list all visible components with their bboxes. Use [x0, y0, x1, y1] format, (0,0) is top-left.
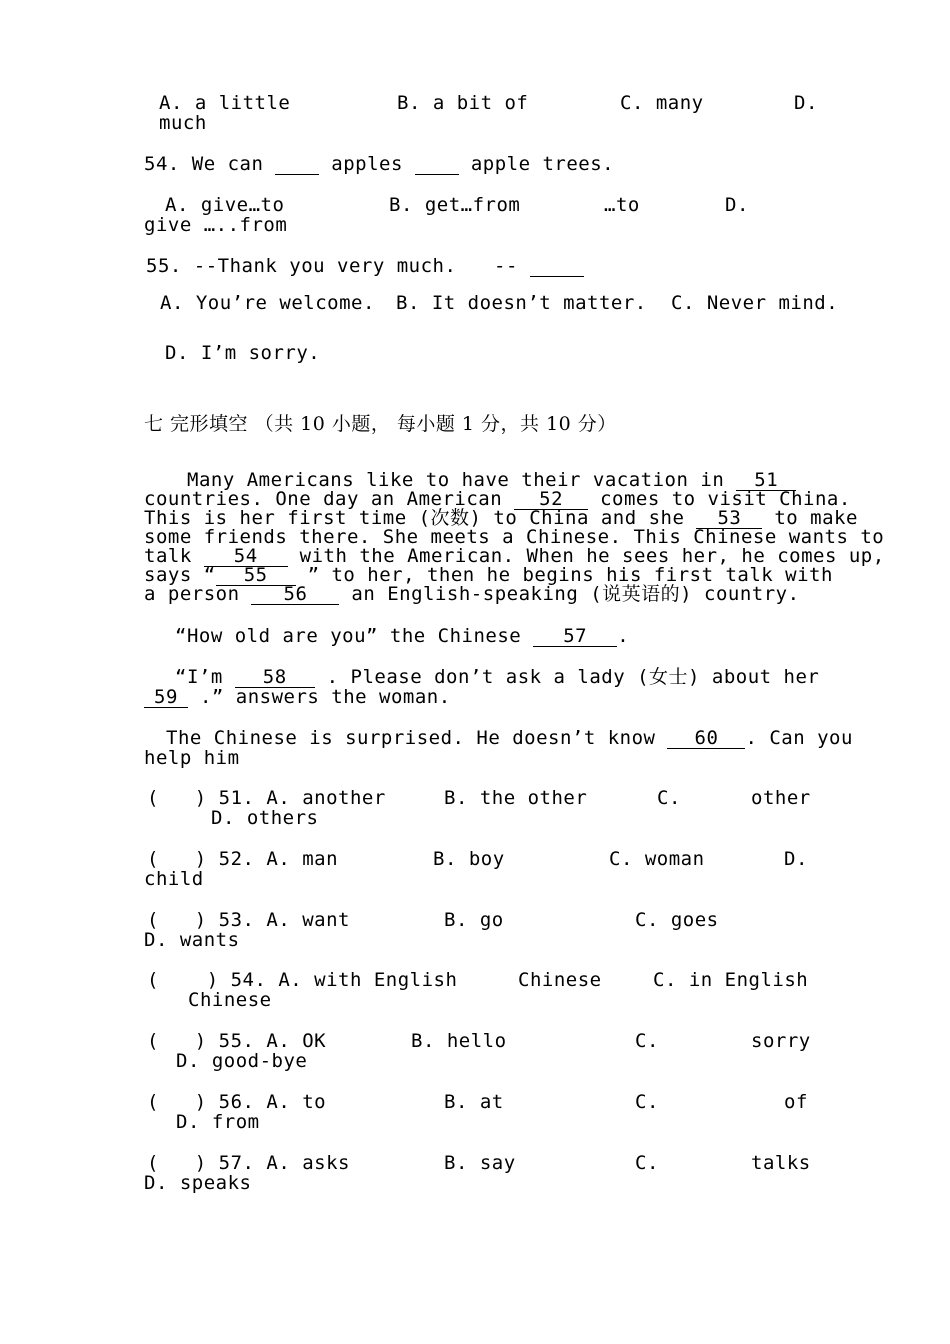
question-57-option-d: D. speaks — [144, 1172, 252, 1194]
question-55-option-d: D. good-bye — [176, 1050, 308, 1072]
question-51: ( ) 51. A. another — [147, 787, 386, 809]
blank-51: 51 — [736, 471, 796, 491]
question-53-option-d: D. wants — [144, 929, 240, 951]
blank-54: 54 — [204, 547, 288, 567]
question-57-option-c: C. — [635, 1152, 659, 1174]
q53-option-c: C. many — [620, 92, 704, 114]
q54-option-c: …to — [604, 194, 640, 216]
question-53-option-b: B. go — [444, 909, 504, 931]
passage-line-5: talk 54 with the American. When he sees her, he comes up, — [144, 545, 885, 567]
question-51-option-d: D. others — [211, 807, 319, 829]
question-53-option-c: C. goes — [635, 909, 719, 931]
question-52-option-b: B. boy — [433, 848, 505, 870]
q54-option-d-text: give …..from — [144, 214, 288, 236]
question-57-option-b: B. say — [444, 1152, 516, 1174]
question-54-option-b: Chinese — [518, 969, 602, 991]
passage-line-4: some friends there. She meets a Chinese. This Chinese wants to — [144, 526, 885, 548]
passage-end-line-2: help him — [144, 747, 240, 769]
question-52: ( ) 52. A. man — [147, 848, 339, 870]
q53-option-d: D. — [794, 92, 818, 114]
question-54-option-c: C. in English — [653, 969, 809, 991]
q53-option-a: A. a little — [159, 92, 291, 114]
question-55: ( ) 55. A. OK — [147, 1030, 327, 1052]
question-54-option-d: Chinese — [188, 989, 272, 1011]
question-51-option-c-text: other — [751, 787, 811, 809]
question-52-option-d: child — [144, 868, 204, 890]
question-56-option-b: B. at — [444, 1091, 504, 1113]
question-57-option-c-text: talks — [751, 1152, 811, 1174]
blank-56: 56 — [251, 585, 339, 605]
passage-line-3: This is her first time (次数) to China and she 53 to make — [144, 507, 858, 529]
question-57: ( ) 57. A. asks — [147, 1152, 350, 1174]
q55-option-b: B. It doesn’t matter. — [396, 292, 647, 314]
question-56: ( ) 56. A. to — [147, 1091, 327, 1113]
q55-option-c: C. Never mind. — [671, 292, 839, 314]
q55-reply: -- — [494, 257, 584, 277]
question-51-option-c: C. — [657, 787, 681, 809]
question-52-option-d-label: D. — [784, 848, 808, 870]
question-52-option-c: C. woman — [609, 848, 705, 870]
question-54: ( ) 54. A. with English — [147, 969, 458, 991]
q55-stem: 55. --Thank you very much. — [146, 255, 457, 277]
blank-53: 53 — [696, 509, 762, 529]
section-title: 七 完形填空 （共 10 小题， 每小题 1 分，共 10 分） — [144, 413, 617, 435]
q54-option-b: B. get…from — [389, 194, 521, 216]
q55-option-a: A. You’re welcome. — [160, 292, 375, 314]
q55-option-d: D. I’m sorry. — [165, 342, 321, 364]
passage-end-line-1: The Chinese is surprised. He doesn’t know 60 . Can you — [166, 727, 853, 749]
passage-line-2: countries. One day an American 52 comes to visit China. — [144, 488, 851, 510]
question-55-option-b: B. hello — [411, 1030, 507, 1052]
question-53: ( ) 53. A. want — [147, 909, 350, 931]
question-56-option-d: D. from — [176, 1111, 260, 1133]
question-56-option-c-text: of — [784, 1091, 808, 1113]
q53-option-b: B. a bit of — [397, 92, 529, 114]
q53-option-d-text: much — [159, 112, 207, 134]
blank-59: 59 — [144, 688, 188, 708]
q54-option-a: A. give…to — [165, 194, 285, 216]
dialogue-line-3: 59 .” answers the woman. — [144, 688, 451, 708]
blank-52: 52 — [514, 490, 588, 510]
blank-60: 60 — [667, 729, 745, 749]
question-51-option-b: B. the other — [444, 787, 588, 809]
blank-58: 58 — [235, 668, 315, 688]
question-55-option-c-text: sorry — [751, 1030, 811, 1052]
q54-stem: 54. We can apples apple trees. — [144, 153, 615, 175]
passage-line-7: a person 56 an English-speaking (说英语的) country. — [144, 583, 800, 605]
dialogue-line-2: “I’m 58 . Please don’t ask a lady (女士) about her — [175, 666, 820, 688]
question-56-option-c: C. — [635, 1091, 659, 1113]
dialogue-line-1: “How old are you” the Chinese 57 . — [175, 625, 630, 647]
question-55-option-c: C. — [635, 1030, 659, 1052]
passage-line-1: Many Americans like to have their vacation in 51 — [187, 471, 796, 491]
q54-option-d: D. — [725, 194, 749, 216]
passage-line-6: says “ 55 ” to her, then he begins his first talk with — [144, 564, 833, 586]
blank-55: 55 — [216, 566, 296, 586]
blank-57: 57 — [533, 627, 617, 647]
